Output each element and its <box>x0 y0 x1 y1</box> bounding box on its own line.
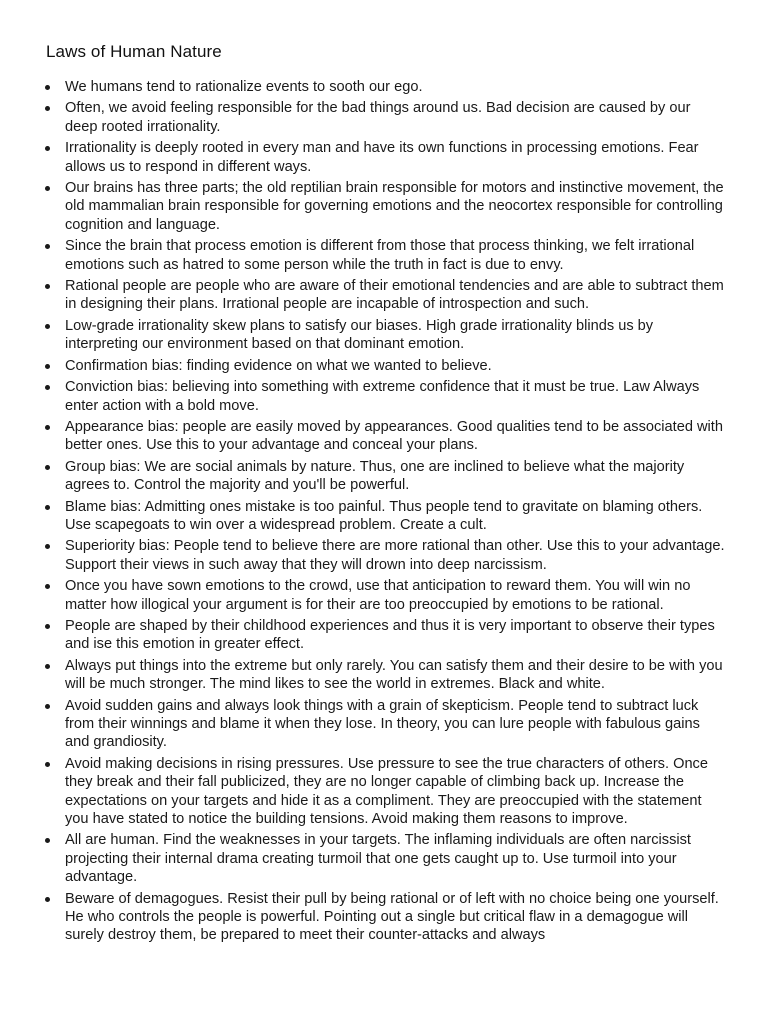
list-item-text: Group bias: We are social animals by nature. Thus, one are inclined to believe what the majority agrees to. Control the majority and you'll be powerful. <box>65 458 685 494</box>
bullet-icon <box>45 704 50 709</box>
document-title: Laws of Human Nature <box>46 42 222 61</box>
list-item-text: Low-grade irrationality skew plans to satisfy our biases. High grade irrationality blinds us by interpreting our environment based on that dominant emotion. <box>65 317 654 353</box>
list-item-text: Rational people are people who are aware of their emotional tendencies and are able to subtract them in designing their plans. Irrational people are incapable of introspection and such. <box>65 278 724 313</box>
bullet-icon <box>45 106 50 111</box>
list-item-text: Often, we avoid feeling responsible for the bad things around us. Bad decision are caused by our deep rooted irrationality. <box>65 100 691 135</box>
list-item-text: All are human. Find the weaknesses in your targets. The inflaming individuals are often narcissist projecting their internal drama creating turmoil that one gets caught up to. Use turmoil into your advantage. <box>65 832 691 886</box>
list-item-text: Since the brain that process emotion is different from those that process thinking, we felt irrational emotions such as hatred to some person while the truth in fact is due to envy. <box>65 238 695 273</box>
list-item <box>0 317 725 354</box>
list-item-text: Irrationality is deeply rooted in every man and have its own functions in processing emotions. Fear allows us to respond in different ways. <box>65 140 699 175</box>
list-item <box>0 458 725 495</box>
bullet-icon <box>45 584 50 589</box>
list-item <box>0 418 725 455</box>
list-item <box>0 378 725 415</box>
list-item <box>0 697 725 752</box>
list-item-text: We humans tend to rationalize events to sooth our ego. <box>65 79 423 95</box>
list-item <box>0 657 725 694</box>
bullet-icon <box>45 897 50 902</box>
list-item-text: Avoid making decisions in rising pressures. Use pressure to see the true characters of others. Once they break and their fall publicized, they are no longer capable of climbing back up. Increase the expectations on your targets and hide it as a compliment. They are preoccupied with the statement you have stated to notice the building tensions. Avoid making them reasons to improve. <box>65 755 708 828</box>
list-item-text: Appearance bias: people are easily moved by appearances. Good qualities tend to be associated with better ones. Use this to your advantage and conceal your plans. <box>65 418 723 454</box>
list-item-text: Once you have sown emotions to the crowd, use that anticipation to reward them. You will win no matter how illogical your argument is for their are too preoccupied by emotions to be rational. <box>65 578 691 613</box>
list-item <box>0 179 725 234</box>
bullet-icon <box>45 385 50 390</box>
list-item <box>0 577 725 614</box>
bullet-icon <box>45 505 50 510</box>
bullet-icon <box>45 244 50 249</box>
list-item <box>0 537 725 574</box>
list-item-text: Avoid sudden gains and always look things with a grain of skepticism. People tend to subtract luck from their winnings and blame it when they lose. In theory, you can lure people with fabulous gains and grandiosity. <box>65 697 700 751</box>
list-item <box>0 617 725 654</box>
list-item-text: Blame bias: Admitting ones mistake is too painful. Thus people tend to gravitate on blaming others. Use scapegoats to win over a widespread problem. Create a cult. <box>65 498 703 533</box>
bullet-icon <box>45 284 50 289</box>
bullet-icon <box>45 85 50 90</box>
list-item <box>0 890 725 945</box>
list-item-text: Our brains has three parts; the old reptilian brain responsible for motors and instinctive movement, the old mammalian brain responsible for governing emotions and the neocortex responsible for controlling cognition and language. <box>65 180 724 233</box>
bullet-icon <box>45 465 50 470</box>
list-item <box>0 139 725 176</box>
list-item <box>0 277 725 314</box>
list-item <box>0 237 725 274</box>
bullet-icon <box>45 425 50 430</box>
bullet-icon <box>45 146 50 151</box>
bullet-icon <box>45 624 50 629</box>
list-item-text: Always put things into the extreme but only rarely. You can satisfy them and their desire to be with you will be much stronger. The mind likes to see the world in extremes. Black and white. <box>65 657 723 693</box>
bullet-icon <box>45 762 50 767</box>
list-item <box>0 498 725 535</box>
list-item <box>0 755 725 829</box>
bullet-list <box>0 78 768 948</box>
bullet-icon <box>45 364 50 369</box>
list-item <box>0 831 725 886</box>
bullet-icon <box>45 544 50 549</box>
list-item-text: Confirmation bias: finding evidence on what we wanted to believe. <box>65 357 492 374</box>
list-item <box>0 78 725 96</box>
bullet-icon <box>45 186 50 191</box>
list-item-text: Superiority bias: People tend to believe there are more rational than other. Use this to your advantage. Support their views in such away that they will drown into deep narcissism. <box>65 538 725 573</box>
list-item-text: People are shaped by their childhood experiences and thus it is very important to observe their types and ise this emotion in greater effect. <box>65 617 715 653</box>
list-item <box>0 99 725 136</box>
bullet-icon <box>45 664 50 669</box>
list-item <box>0 357 725 375</box>
list-item-text: Beware of demagogues. Resist their pull by being rational or of left with no choice being one yourself. He who controls the people is powerful. Pointing out a single but critical flaw in a demagogue will surely destroy them, be prepared to meet their counter-attacks and always <box>65 890 719 944</box>
list-item-text: Conviction bias: believing into something with extreme confidence that it must be true. Law Always enter action with a bold move. <box>65 379 700 414</box>
bullet-icon <box>45 324 50 329</box>
bullet-icon <box>45 838 50 843</box>
